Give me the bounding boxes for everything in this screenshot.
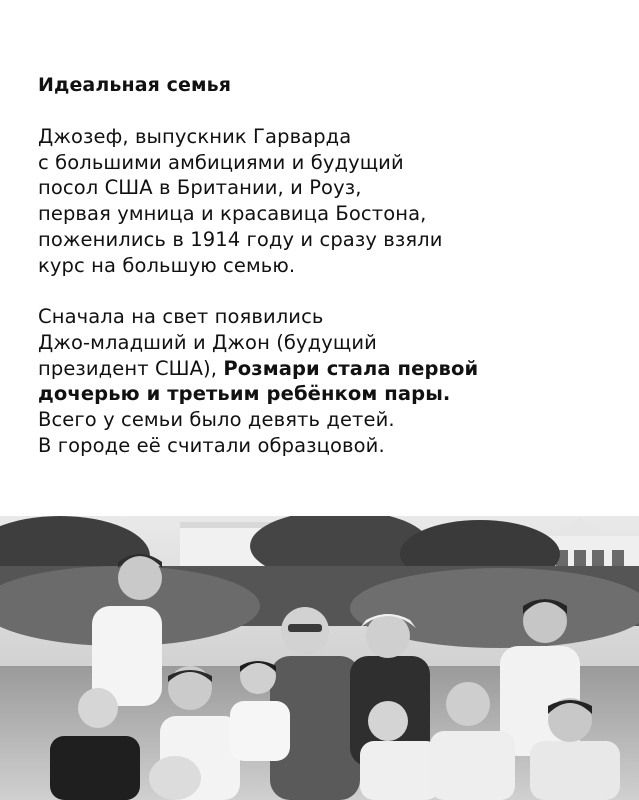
paragraph-line: Джозеф, выпускник Гарварда [38,125,352,148]
paragraph-line: посол США в Британии, и Роуз, [38,176,362,200]
paragraph-line: с большими амбициями и будущий [38,150,404,174]
post-text [38,72,618,484]
paragraph-line [38,356,618,382]
family-photo-image [0,516,639,800]
paragraph-line: курс на большую семью. [38,253,296,277]
paragraph-line: Джо-младший и Джон (будущий [38,330,377,354]
paragraph-line: первая умница и красавица Бостона, [38,202,427,226]
paragraph-text: президент США), [38,356,224,380]
highlighted-text: Розмари стала первой [223,356,479,380]
family-photo [0,516,639,800]
paragraph-line: Сначала на свет появились [38,305,324,329]
paragraph-line: Всего у семьи было девять детей. [38,408,395,432]
paragraph-children [38,304,618,458]
highlighted-text: дочерью и третьим ребёнком пары. [38,382,451,406]
post-title: Идеальная семья [38,74,232,96]
paragraph-intro [38,124,618,278]
paragraph-line: поженились в 1914 году и сразу взяли [38,227,443,251]
paragraph-line: В городе её считали образцовой. [38,433,385,457]
